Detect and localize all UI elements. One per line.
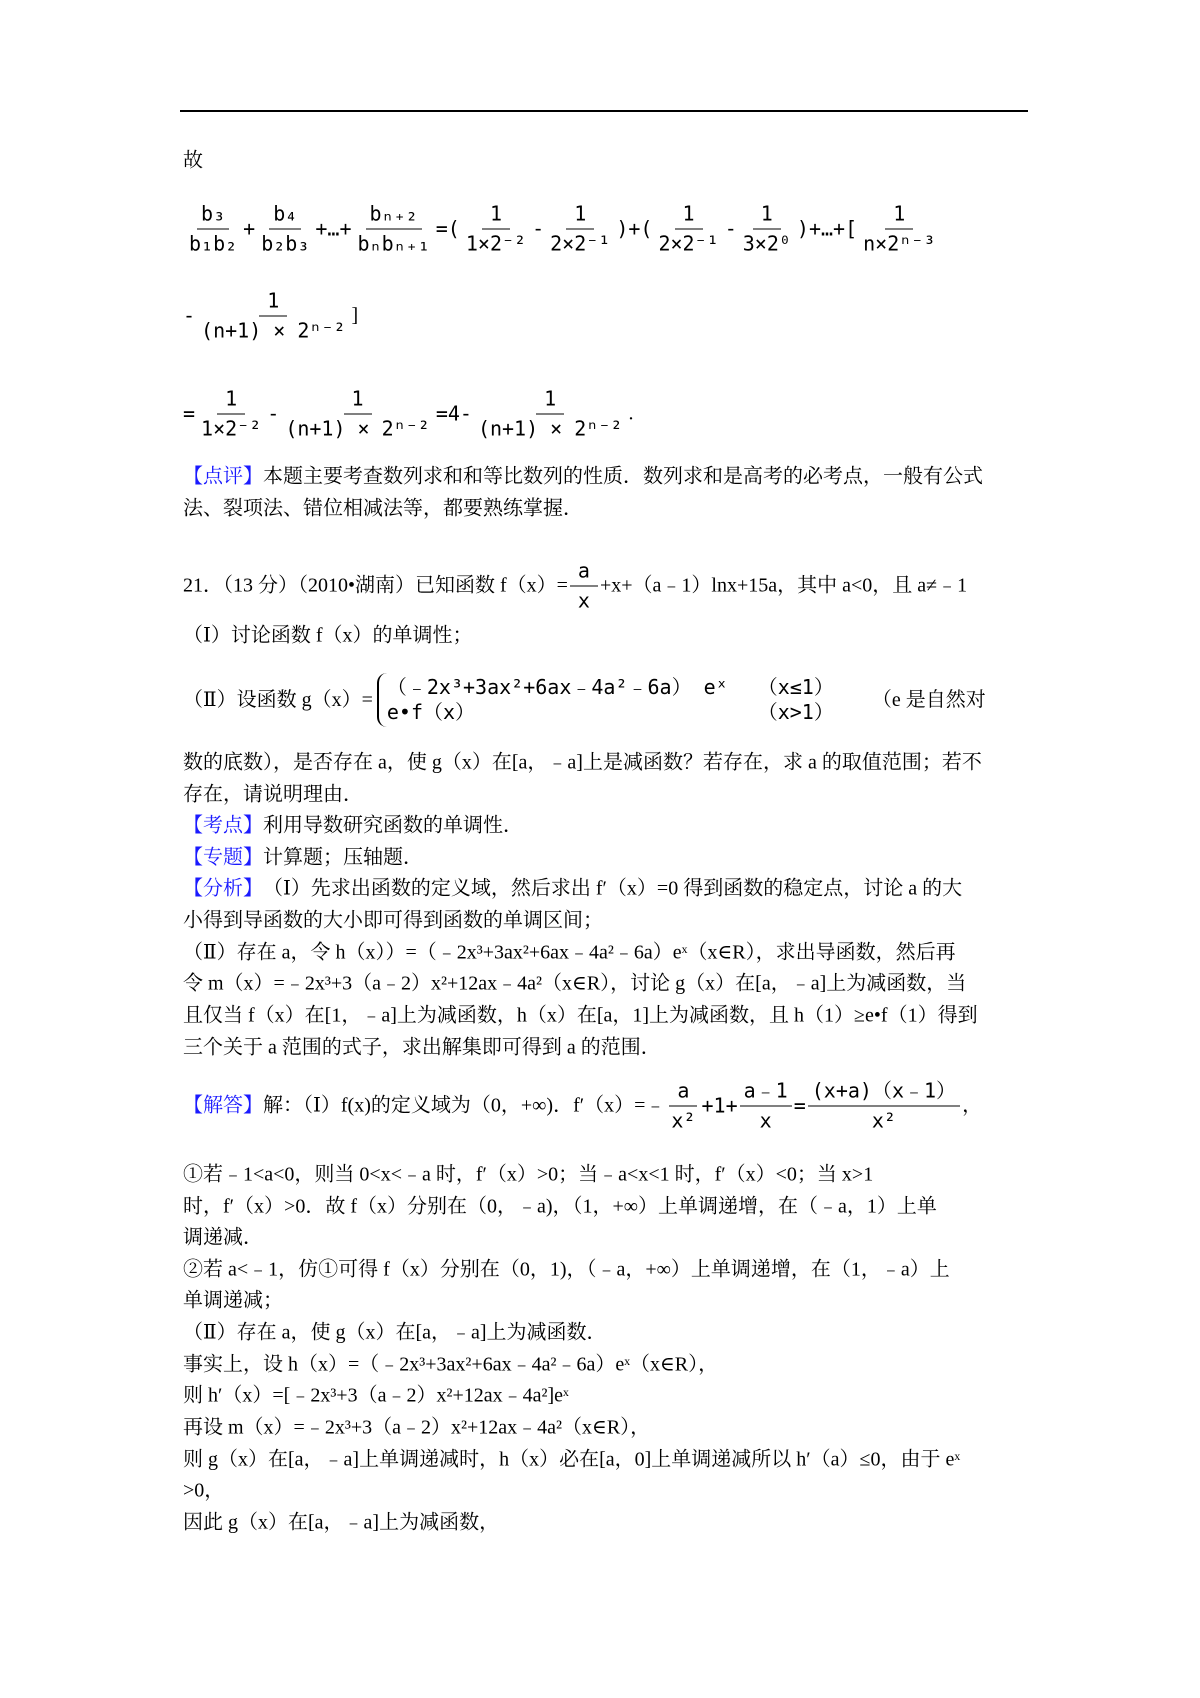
text-line xyxy=(183,1258,950,1283)
piecewise-case xyxy=(387,700,834,725)
case-condition: （x≤1） xyxy=(757,675,834,699)
fraction-denominator: 2×2⁻¹ xyxy=(658,231,719,256)
text-line xyxy=(183,1416,650,1441)
text-line xyxy=(183,1226,263,1251)
fraction xyxy=(474,387,627,442)
text-run: 计算题；压轴题． xyxy=(263,846,423,869)
fraction-numerator: 1 xyxy=(536,387,564,415)
text-line xyxy=(183,289,358,344)
text-run: 令 m（x）=﹣2x³+3（a﹣2）x²+12ax﹣4a²（x∈R），讨论 g（x）在[a，﹣a]上为减函数，当 xyxy=(183,972,967,995)
text-line xyxy=(183,202,941,257)
section-label: 【考点】 xyxy=(183,814,263,837)
fraction xyxy=(739,202,795,257)
case-condition: （x>1） xyxy=(757,700,834,724)
fraction-denominator: 2×2⁻¹ xyxy=(550,231,611,256)
text-run: （Ⅰ）先求出函数的定义域，然后求出 f′（x）=0 得到函数的稳定点，讨论 a 的大 xyxy=(263,877,963,900)
piecewise-function xyxy=(377,673,842,727)
section-label: 【解答】 xyxy=(183,1094,263,1117)
text-line xyxy=(183,1353,718,1378)
fraction-denominator: 3×2⁰ xyxy=(742,231,791,256)
text-run: 21．（13 分）（2010•湖南）已知函数 f（x）= xyxy=(183,574,568,597)
text-line xyxy=(183,559,967,614)
fraction-numerator: bₙ₊₂ xyxy=(366,202,422,230)
text-line xyxy=(183,673,986,727)
text-run: 解：（Ⅰ）f(x)的定义域为（0，+∞)．f′（x）=﹣ xyxy=(263,1094,666,1117)
text-run: （Ⅱ）存在 a，令 h（x））=（﹣2x³+3ax²+6ax﹣4a²﹣6a）eˣ（x∈R），求出导函数，然后再 xyxy=(183,941,956,964)
text-run: 故 xyxy=(183,149,203,172)
fraction-numerator: 1 xyxy=(885,202,913,230)
text-line xyxy=(183,909,603,934)
fraction-denominator: (n+1) × 2ⁿ⁻² xyxy=(201,318,346,343)
text-line xyxy=(183,1321,607,1346)
fraction xyxy=(185,202,241,257)
text-line xyxy=(183,783,363,808)
section-label: 【点评】 xyxy=(183,465,263,488)
text-run: ②若 a<﹣1，仿①可得 f（x）分别在（0，1)，（﹣a，+∞）上单调递增，在（1，﹣a）上 xyxy=(183,1258,950,1281)
fraction-denominator: 1×2⁻² xyxy=(201,416,262,441)
text-run: 利用导数研究函数的单调性． xyxy=(263,814,523,837)
text-run: 则 g（x）在[a，﹣a]上单调递减时，h（x）必在[a，0]上单调递减所以 h′（a）≤0，由于 eˣ xyxy=(183,1448,961,1471)
fraction xyxy=(570,559,598,614)
text-line xyxy=(183,877,962,902)
fraction xyxy=(281,387,434,442)
text-line xyxy=(183,1289,283,1314)
text-run: （Ⅰ）讨论函数 f（x）的单调性； xyxy=(183,624,473,647)
text-run: ①若﹣1<a<0，则当 0<x<﹣a 时，f′（x）>0；当﹣a<x<1 时，f′（x）<0；当 x>1 xyxy=(183,1163,874,1186)
text-line xyxy=(183,149,203,174)
fraction xyxy=(197,387,265,442)
text-run: （Ⅱ）存在 a，使 g（x）在[a，﹣a]上为减函数． xyxy=(183,1321,607,1344)
text-run: 事实上，设 h（x）=（﹣2x³+3ax²+6ax﹣4a²﹣6a）eˣ（x∈R）， xyxy=(183,1353,719,1376)
text-line xyxy=(183,1448,960,1473)
text-run: ， xyxy=(962,1094,983,1117)
text-run: - xyxy=(183,303,196,328)
text-run: =4- xyxy=(435,401,472,426)
case-expression: e•f（x） xyxy=(386,700,476,724)
fraction-numerator: 1 xyxy=(259,289,287,317)
fraction-denominator: x² xyxy=(671,1108,696,1133)
text-line xyxy=(183,465,983,490)
text-line xyxy=(183,941,956,966)
text-line xyxy=(183,846,423,871)
fraction-denominator: (n+1) × 2ⁿ⁻² xyxy=(477,416,623,441)
text-line xyxy=(183,1511,499,1536)
text-run: 时，f′（x）>0．故 f（x）分别在（0，﹣a)，（1，+∞）上单调递增，在（﹣a，1）上单 xyxy=(183,1195,937,1218)
text-line xyxy=(183,1163,873,1188)
fraction-denominator: (n+1) × 2ⁿ⁻² xyxy=(285,416,430,441)
text-run: +x+（a﹣1）lnx+15a，其中 a<0，且 a≠﹣1 xyxy=(599,574,968,597)
fraction-numerator: a xyxy=(570,559,598,587)
fraction-denominator: b₁b₂ xyxy=(189,231,238,256)
text-run: 存在，请说明理由． xyxy=(183,783,363,806)
fraction-numerator: 1 xyxy=(566,202,594,230)
fraction-numerator: 1 xyxy=(753,202,781,230)
text-line xyxy=(183,1479,224,1504)
fraction-denominator: 1×2⁻² xyxy=(465,231,527,256)
text-line xyxy=(183,1004,978,1029)
section-label: 【分析】 xyxy=(183,877,263,900)
text-run: = xyxy=(183,401,196,426)
text-run: （Ⅱ）设函数 g（x）= xyxy=(183,688,373,711)
text-run: 再设 m（x）=﹣2x³+3（a﹣2）x²+12ax﹣4a²（x∈R）， xyxy=(183,1416,651,1439)
text-run: = xyxy=(793,1093,806,1118)
fraction-numerator: 1 xyxy=(217,387,245,415)
fraction-numerator: (x+a)（x﹣1） xyxy=(808,1079,960,1107)
text-line xyxy=(183,1384,569,1409)
fraction-numerator: a﹣1 xyxy=(740,1079,792,1107)
text-run: 因此 g（x）在[a，﹣a]上为减函数， xyxy=(183,1511,500,1534)
fraction-numerator: b₄ xyxy=(269,202,301,230)
text-run: 小得到导函数的大小即可得到函数的单调区间； xyxy=(183,909,603,932)
text-run: )+( xyxy=(616,216,653,241)
fraction xyxy=(740,1079,792,1134)
fraction xyxy=(197,289,350,344)
header-rule xyxy=(180,110,1028,112)
fraction xyxy=(667,1079,699,1134)
text-run: +1+ xyxy=(701,1093,738,1118)
fraction xyxy=(546,202,614,257)
text-line xyxy=(183,972,966,997)
text-line xyxy=(183,1036,661,1061)
text-run: )+…+[ xyxy=(796,216,858,241)
text-line xyxy=(183,751,982,776)
text-run: +…+ xyxy=(315,216,352,241)
text-line xyxy=(183,624,473,649)
text-run: 则 h′（x）=[﹣2x³+3（a﹣2）x²+12ax﹣4a²]eˣ xyxy=(183,1384,569,1407)
text-run: 三个关于 a 范围的式子，求出解集即可得到 a 的范围． xyxy=(183,1036,661,1059)
text-line xyxy=(183,387,633,442)
case-expression: （﹣2x³+3ax²+6ax﹣4a²﹣6a） eˣ xyxy=(386,675,728,699)
text-run: 数的底数），是否存在 a，使 g（x）在[a，﹣a]上是减函数？若存在，求 a 的取值范围；若不 xyxy=(183,751,982,774)
fraction-numerator: 1 xyxy=(344,387,372,415)
text-run: （e 是自然对 xyxy=(871,688,986,711)
fraction-denominator: x xyxy=(577,588,590,613)
section-label: 【专题】 xyxy=(183,846,263,869)
fraction-numerator: a xyxy=(669,1079,697,1107)
fraction xyxy=(654,202,722,257)
fraction-denominator: n×2ⁿ⁻³ xyxy=(863,231,936,256)
fraction xyxy=(354,202,434,257)
text-run: =( xyxy=(435,216,460,241)
fraction-denominator: b₂b₃ xyxy=(261,231,310,256)
fraction-numerator: 1 xyxy=(675,202,703,230)
text-run: 且仅当 f（x）在[1，﹣a]上为减函数，h（x）在[a，1]上为减函数，且 h（1）≥e•f（1）得到 xyxy=(183,1004,978,1027)
text-run: - xyxy=(267,401,280,426)
fraction-denominator: x xyxy=(759,1108,772,1133)
fraction-denominator: x² xyxy=(871,1108,896,1133)
text-line xyxy=(183,1195,937,1220)
piecewise-case xyxy=(387,675,834,700)
fraction-numerator: b₃ xyxy=(197,202,229,230)
text-run: >0， xyxy=(183,1479,225,1502)
text-run: 单调递减； xyxy=(183,1289,283,1312)
text-run: 法、裂项法、错位相减法等，都要熟练掌握． xyxy=(183,497,583,520)
fraction-denominator: bₙbₙ₊₁ xyxy=(357,231,430,256)
text-run: ] xyxy=(351,304,359,327)
text-run: . xyxy=(628,402,634,425)
text-line xyxy=(183,1079,982,1134)
fraction xyxy=(462,202,530,257)
fraction xyxy=(859,202,939,257)
text-line xyxy=(183,497,583,522)
fraction-numerator: 1 xyxy=(482,202,510,230)
text-run: - xyxy=(532,216,545,241)
text-run: 调递减． xyxy=(183,1226,263,1249)
fraction xyxy=(808,1079,960,1134)
text-run: - xyxy=(724,216,737,241)
text-run: + xyxy=(243,216,256,241)
text-run: 本题主要考查数列求和和等比数列的性质．数列求和是高考的必考点，一般有公式 xyxy=(263,465,983,488)
text-line xyxy=(183,814,523,839)
fraction xyxy=(257,202,313,257)
